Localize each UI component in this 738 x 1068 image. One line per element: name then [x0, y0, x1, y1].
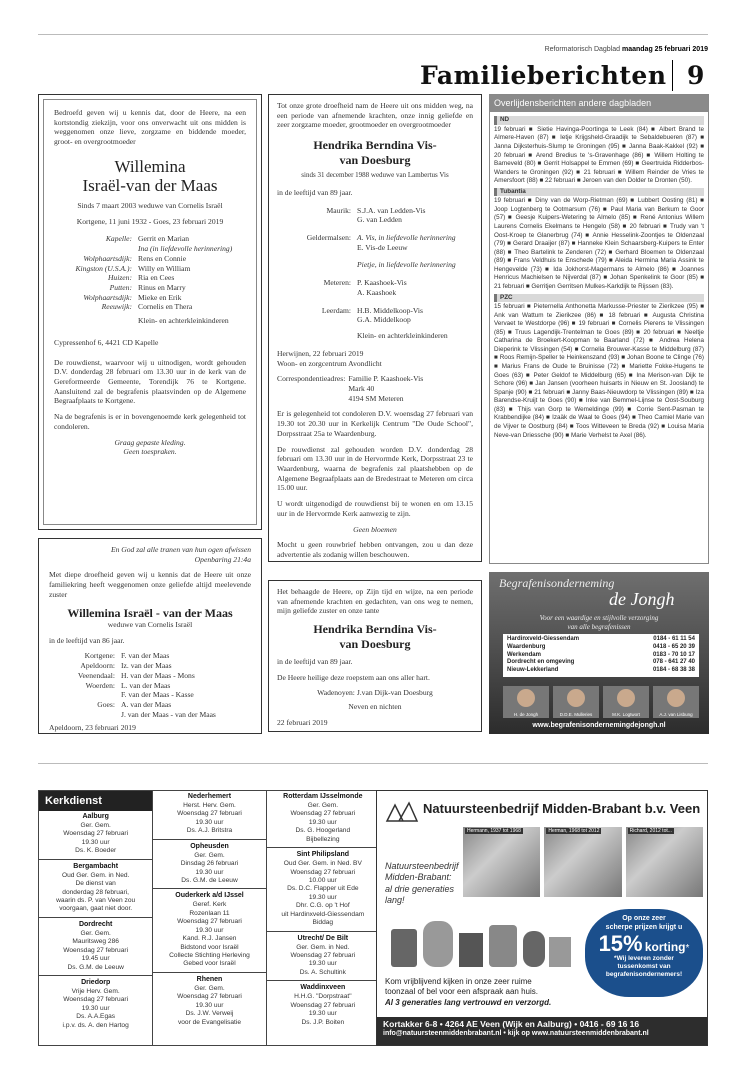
notice-intro: Het behaagde de Heere, op Zijn tijd en wijze, na een periode van afnemende krachten en gedachten, van ons weg te nemen, mijn geliefde zuster en onze tante: [277, 587, 473, 616]
family-row: G.A. Middelkoop: [357, 315, 411, 325]
nieces-nephews: Neven en nichten: [348, 702, 402, 712]
family-row: Woerden: L. van der Maas: [85, 680, 171, 690]
family-list: [54, 234, 246, 325]
church-place: Sint Philipsland: [296, 851, 350, 859]
photo-generation-2: Herman, 1968 tot 2012: [544, 827, 621, 897]
care-center: Woon- en zorgcentrum Avondlicht: [277, 358, 382, 368]
family-row: E. Vis-de Leeuw: [357, 242, 408, 252]
stonemason-logo-icon: [383, 799, 419, 825]
family-row: Meteren: P. Kaashoek-Vis: [323, 278, 407, 288]
deceased-name-line1: Hendrika Berndina Vis-: [313, 622, 437, 637]
face-icon: [517, 689, 535, 707]
death-notice-israel-family: [38, 538, 262, 734]
family-row: Geldermalsen: A. Vis, in liefdevolle herinnering: [306, 233, 456, 243]
church-place: Aalburg: [82, 813, 109, 821]
phone-table: [503, 634, 699, 677]
face-icon: [667, 689, 685, 707]
phone-row: Waardenburg 0418 - 65 20 39: [507, 643, 695, 650]
church-place: Opheusden: [190, 842, 229, 850]
deceased-first-name: Willemina: [114, 156, 186, 176]
deceased-name: Willemina Israël - van der Maas: [67, 605, 233, 620]
ad-natuursteenbedrijf: [376, 790, 708, 1046]
church-place: Ouderkerk a/d IJssel: [175, 892, 244, 900]
family-row: A. Kaashoek: [357, 287, 397, 297]
death-notice-israel: [38, 94, 262, 530]
generations-tagline: Natuursteenbedrijf Midden-Brabant: al drie generaties lang!: [385, 861, 459, 905]
notice-footer: Apeldoorn, 23 februari 2019: [49, 723, 136, 733]
showroom-text: Kom vrijblijvend kijken in onze zeer ruime toonzaal of bel voor een afspraak aan huis. Al 3 generaties lang vertrouwd en verzorgd.: [385, 977, 552, 1007]
widow-line: sinds 31 december 1988 weduwe van Lambertus Vis: [301, 170, 449, 179]
church-place: Waddinxveen: [300, 984, 346, 992]
obituaries-title: Overlijdensberichten andere dagbladen: [490, 95, 708, 112]
family-row: F. van der Maas - Kasse: [121, 690, 194, 700]
family-row: Klein- en achterkleinkinderen: [357, 331, 448, 341]
face-icon: [567, 689, 585, 707]
family-row: Wolphaartsdijk: Rens en Connie: [83, 253, 187, 263]
signatory: Wadenoyen: J.van Dijk-van Doesburg: [317, 688, 433, 698]
notice-intro: Tot onze grote droefheid nam de Heere uit ons midden weg, na een periode van afnemende krachten, onze innig geliefde en zeer zorgzame moeder, grootmoeder en overgrootmoeder: [277, 101, 473, 130]
headstones-illustration: [385, 915, 575, 971]
age-line: in de leeftijd van 89 jaar.: [277, 656, 353, 666]
company-name: Natuursteenbedrijf Midden-Brabant b.v. Veen: [423, 801, 701, 816]
family-row: Putten: Rinus en Marry: [109, 283, 186, 292]
family-row: Wolphaartsdijk: Mieke en Erik: [83, 292, 182, 302]
church-services: [38, 790, 380, 1046]
website-link[interactable]: www.begrafenisondernemingdejongh.nl: [532, 722, 666, 729]
deceased-name-line2: van Doesburg: [339, 152, 411, 167]
staff-photos: [503, 686, 699, 718]
place-date: Herwijnen, 22 februari 2019: [277, 348, 364, 358]
family-row: Reeuwijk: Cornelis en Thera: [101, 302, 193, 312]
family-row: Goes: A. van der Maas: [97, 700, 172, 710]
slogan-line2: van alle begrafenissen: [567, 623, 631, 631]
phone-row: Hardinxveld-Giessendam 0184 - 61 11 54: [507, 636, 695, 642]
notice-intro: Met diepe droefheid geven wij u kennis dat de Heere uit onze familiekring heeft weggenomen onze geliefde altijd meelevende zuster: [49, 570, 251, 599]
family-row: J. van der Maas - van der Maas: [121, 709, 216, 719]
company-address: Kortakker 6-8 • 4264 AE Veen (Wijk en Aalburg) • 0416 - 69 16 16: [383, 1019, 640, 1029]
death-notice-vis-family: [268, 580, 482, 732]
contact-band: [377, 1017, 708, 1046]
family-row: Ina (in liefdevolle herinnering): [138, 244, 233, 254]
blessing-line: De Heere heilige deze roepstem aan ons aller hart.: [277, 672, 430, 682]
deceased-name-line1: Hendrika Berndina Vis-: [313, 138, 437, 153]
paper-header-nd: ND: [494, 116, 704, 125]
condolence-info: Na de begrafenis is er in bovengenoemde kerk gelegenheid tot condoleren.: [54, 412, 246, 431]
family-row: Huizen: Ria en Cees: [107, 273, 175, 283]
slogan-line1: Voor een waardige en stijlvolle verzorging: [539, 614, 659, 622]
church-place: Dordrecht: [78, 920, 113, 928]
family-row: Pietje, in liefdevolle herinnering: [357, 260, 456, 270]
photo-generation-3: Richard, 2012 tot...: [626, 827, 703, 897]
death-notice-vis: [268, 94, 482, 562]
paper-name: Reformatorisch Dagblad: [544, 46, 621, 53]
page-date: maandag 25 februari 2019: [622, 46, 708, 53]
family-row: Klein- en achterkleinkinderen: [138, 316, 229, 326]
phone-row: Dordrecht en omgeving 078 - 641 27 40: [507, 659, 695, 666]
deceased-full-name: Israël-van der Maas: [82, 176, 218, 196]
widow-line: weduwe van Cornelis Israël: [107, 619, 193, 629]
church-col-1: Kerkdienst Aalburg Ger. Gem. Woensdag 27 februari 19.30 uur Ds. K. Boeder Bergambacht Oud Ger. Gem. in Ned. De dienst van donderdag 28 februari, waarin ds. P. van Veen zou voorgaan, gaat niet door. Dordrecht Ger. Gem. Mauritsweg 286 Woensdag 27 februari 19.45 uur Ds. G.M. de Leeuw Driedorp Vrije Herv. Gem. Woensdag 27 februari 19.30 uur Ds. A.A.Egas i.p.v. ds. A. den Hartog: [39, 791, 152, 1045]
church-place: Bergambacht: [73, 862, 119, 870]
bible-reference: Openbaring 21:4a: [194, 554, 251, 564]
church-place: Rotterdam IJsselmonde: [283, 793, 363, 800]
family-list: [49, 651, 251, 719]
family-row: Leerdam: H.B. Middelkoop-Vis: [321, 305, 423, 315]
obituaries-body: [490, 112, 708, 442]
paper-text-tubantia: 19 februari ■ Diny van de Worp-Rietman (69) ■ Lubbert Oosting (81) ■ Joop Logtenberg te Ootmarsum (76) ■ Paul Maria van Berkum te Goor (57) ■ Geesje Kuipers-Wetering te Almelo (85) ■ René Antonius Willem Laurens Cornelis Ekelmans te Hengelo (58) ■ 20 februari ■ Trudy van 't Oost-Kroep te Glanerbrug (74) ■ Annie Hesselink-Zoontjes te Oldenzaal (79) ■ Gerard Draaijer (87) ■ Hanneke Klein Schaarsberg-Kuipers te Enter (88) ■ Theo Bartelink te Zenderen (72) ■ Gerhard Bloemen te Oldenzaal (89) ■ Frans Veldhuis te Enschede (79) ■ Aleida Hermina Maria Assink te Hengevelde (73) ■ Ida Jokhorst-Magermans te Almelo (86) ■ Joannes Henricus Machielsen te Nijverdal (87) ■ Johan Spenkelink te Goor (85) ■ 21 februari ■ Gerritjen Gerritsen Mulkes-Karkdijk te Rijssen (83).: [494, 197, 704, 290]
church-col-2: Nederhemert Herst. Herv. Gem. Woensdag 27 februari 19.30 uur Ds. A.J. Britstra Opheusden Ger. Gem. Dinsdag 26 februari 19.30 uur Ds. G.M. de Leeuw Ouderkerk a/d IJssel Geref. Kerk Rozenlaan 11 Woensdag 27 februari 19.30 uur Kand. R.J. Jansen Bidstond voor Israël Collecte Stichting Herleving Gebed voor Israël Rhenen Ger. Gem. Woensdag 27 februari 19.30 uur Ds. J.W. Verweij voor de Evangelisatie: [152, 791, 265, 1045]
face-icon: [617, 689, 635, 707]
widow-line: Sinds 7 maart 2003 weduwe van Cornelis Israël: [77, 200, 223, 210]
church-col-3: Rotterdam IJsselmonde Ger. Gem. Woensdag 27 februari 19.30 uur Ds. G. Hoogerland Bijbellezing Sint Philipsland Oud Ger. Gem. in Ned. BV Woensdag 27 februari 10.00 uur Ds. D.C. Flapper uit Ede 19.30 uur Dhr. C.G. op 't Hof uit Hardinxveld-Giessendam Biddag Utrecht/ De Bilt Ger. Gem. in Ned. Woensdag 27 februari 19.30 uur Ds. A. Schultink Waddinxveen H.H.G. "Dorpstraat" Woensdag 27 februari 19.30 uur Ds. J.P. Boiten: [266, 791, 379, 1045]
church-place: Driedorp: [81, 979, 111, 987]
paper-text-nd: 19 februari ■ Sietie Havinga-Poortinga te Leek (84) ■ Albert Brand te Almere-Haven (87) ■ Ietje Krijgsheld-Graadijk te Sebaldebueren (87) ■ Janna Dijksterhuis-Slump te Groningen (95) ■ Janna Baak-Kakkel (92) ■ 20 februari ■ Arend Bredius te 's-Gravenhage (86) ■ Willem Holting te Barneveld (80) ■ Gerrit Holsappel te Emmen (69) ■ Geertruida Ridderbos-Wanders te Groningen (92) ■ 21 februari ■ Willem Reinder de Vries te Amersfoort (88) ■ 22 februari ■ Jeroen van den Dolder te Dronten (50).: [494, 125, 704, 185]
staff-photo: M.K. Logtwort: [603, 686, 649, 718]
family-row: Kapelle: Gerrit en Marian: [105, 234, 190, 244]
phone-row: Nieuw-Lekkerland 0184 - 68 38 38: [507, 667, 695, 674]
staff-photo: A.J. van Lisbung: [653, 686, 699, 718]
age-line: in de leeftijd van 89 jaar.: [277, 187, 353, 197]
church-place: Utrecht/ De Bilt: [297, 934, 349, 942]
paper-header-pzc: PZC: [494, 294, 704, 303]
generation-photos: [463, 827, 703, 897]
notice-footer: 22 februari 2019: [277, 717, 328, 727]
family-row: Veenendaal: H. van der Maas - Mons: [77, 670, 195, 680]
company-title: Begrafenisonderneming: [499, 576, 615, 590]
paper-text-pzc: 15 februari ■ Pieternella Anthonetta Markusse-Priester te Zierikzee (95) ■ Ank van Wattum te Zierikzee (86) ■ 18 februari ■ Augusta Christina Vervaet te Westdorpe (96) ■ 19 februari ■ Cornelis Pierens te Vlissingen (85) ■ Truus Lagendijk-Trentelman te Goes (89) ■ 20 februari ■ Neeltje Catharina de Broekert-Koopman te Baarland (72) ■ Andrea Helena Dieperink te Vlissingen (54) ■ Cornelia Brouwer-Kasse te Middelburg (87) ■ Roos Remijn-Speller te Heinkenszand (93) ■ Johan Boone te Clinge (76) ■ Marius Frans de Oude te Bruinisse (72) ■ Mariette Fokke-Hugens te Goes (63) ■ Peter Geldof te Middelburg (65) ■ Ina Merison-van Dijk te Schore (96) ■ Jan Jansen (voorheen huisarts in Nieuw en St. Joosland) te Spanje (90) ■ 21 februari ■ Janny Baas-Nieuwdorp te Vlissingen (89) ■ Iza Barendse-Kruijt te Goes (90) ■ Inke van Bemmel-Lijnse te Oost-Souburg (83) ■ Thijs van Gorp te Wemeldinge (99) ■ Corrie Sent-Pasman te Krabbendijke (84) ■ Izaäk de Waal te Goes (94) ■ Theo Camiel Marie van de Vijver te Oostburg (84) ■ Toos Witteveen te Breda (92) ■ Louisa Maria Neve-van Driessche (90) ■ Marie Verhelst te Axel (86).: [494, 303, 704, 439]
no-speeches-note: Geen toespraken.: [123, 447, 177, 457]
paper-header-tubantia: Tubantia: [494, 188, 704, 197]
family-row: Kortgene: F. van der Maas: [84, 651, 170, 661]
notice-frame: [43, 99, 257, 525]
dress-note: Graag gepaste kleding.: [114, 437, 186, 447]
bible-verse: En God zal alle tranen van hun ogen afwissen: [110, 545, 251, 554]
funeral-info: De rouwdienst zal gehouden worden D.V. donderdag 28 februari om 13.30 uur in de Hervormde Kerk, Dorpsstraat 23 te Waardenburg, waarna de begrafenis zal plaatshebben op de Algemene Begraafplaats aan de Bredestraat te Meteren om circa 15.00 uur.: [277, 444, 473, 493]
invitation: U wordt uitgenodigd de rouwdienst bij te wonen en om 13.15 uur in de Hervormde Kerk aanwezig te zijn.: [277, 499, 473, 518]
photo-generation-1: Hermann, 1937 tot 1968: [463, 827, 540, 897]
company-email-website[interactable]: info@natuursteenmiddenbrabant.nl • kijk op www.natuursteenmiddenbrabant.nl: [383, 1029, 649, 1037]
page-title: Familieberichten: [420, 61, 667, 90]
obituaries-other-papers: [489, 94, 709, 564]
ad-begrafenisonderneming-de-jongh: [489, 572, 709, 734]
age-line: in de leeftijd van 86 jaar.: [49, 635, 125, 645]
condolence-info: Er is gelegenheid tot condoleren D.V. woensdag 27 februari van 19.30 tot 20.30 uur in Kerkelijk Centrum "De Oude School", Dorpsstraat 25a te Waardenburg.: [277, 409, 473, 438]
no-flowers-note: Geen bloemen: [353, 524, 397, 534]
family-row: Maurik: S.J.A. van Ledden-Vis: [326, 205, 426, 215]
staff-photo: D.D.E. Mulleries: [553, 686, 599, 718]
family-row: Apeldoorn: Iz. van der Maas: [80, 661, 172, 671]
life-dates: Kortgene, 11 juni 1932 - Goes, 23 februari 2019: [76, 216, 224, 226]
phone-row: Werkendam 0183 - 70 10 17: [507, 651, 695, 658]
family-row: G. van Ledden: [357, 215, 402, 225]
church-place: Rhenen: [196, 975, 223, 983]
correspondence: Correspondentieadres: Familie P. Kaashoek-Vis Mark 40 4194 SM Meteren: [277, 374, 424, 403]
section-divider: [38, 763, 708, 764]
home-address: Cypressenhof 6, 4421 CD Kapelle: [54, 337, 159, 347]
funeral-info: De rouwdienst, waarvoor wij u uitnodigen, wordt gehouden D.V. donderdag 28 februari om 13.30 uur in de kerk van de Gereformeerde Gemeente, Torendijk 76 te Kortgene. Aansluitend zal de begrafenis plaatsvinden op de Algemene Begraafplaats te Kortgene.: [54, 357, 246, 406]
top-rule: [38, 34, 708, 35]
staff-photo: H. de Jongh: [503, 686, 549, 718]
church-services-title: Kerkdienst: [39, 791, 152, 811]
family-list: [277, 206, 473, 341]
family-row: Kingston (U.S.A.): Willy en William: [75, 263, 191, 273]
discount-badge: Op onze zeer scherpe prijzen krijgt u 15% korting* *Wij leveren zonder tussenkomst van begrafenisondernemers!: [585, 909, 703, 997]
company-title-name: de Jongh: [609, 589, 675, 609]
notice-footer: Mocht u geen rouwbrief hebben ontvangen, zou u dan deze advertentie als zodanig willen beschouwen.: [277, 540, 473, 560]
page-number: 9: [672, 60, 704, 91]
church-place: Nederhemert: [187, 793, 232, 800]
page-header-meta: [38, 46, 708, 55]
deceased-name-line2: van Doesburg: [339, 636, 411, 651]
notice-intro: Bedroefd geven wij u kennis dat, door de Heere, na een kortstondig ziekzijn, voor ons onverwacht uit ons midden is weggenomen onze lieve, zorgzame en biddende moeder, groot- en overgrootmoeder: [54, 108, 246, 147]
